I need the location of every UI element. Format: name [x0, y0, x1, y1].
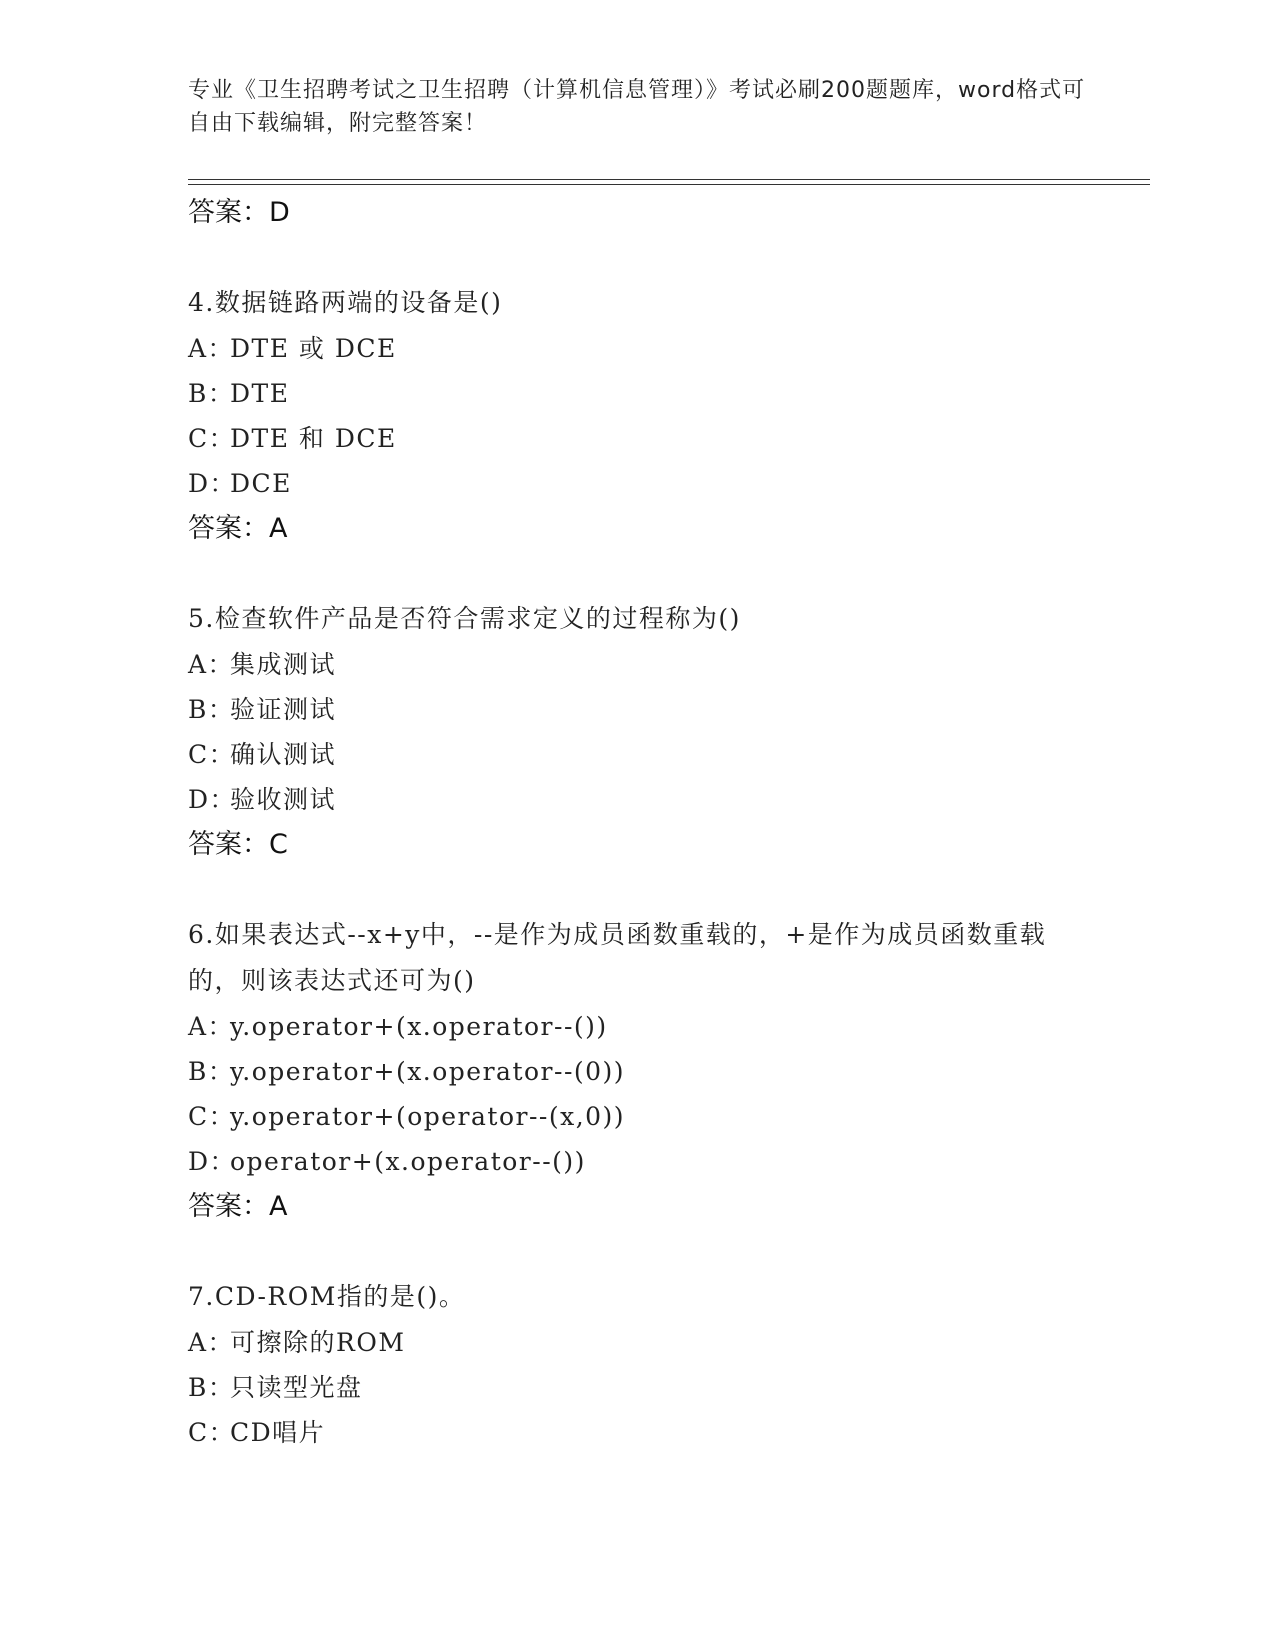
option-line: [188, 416, 1148, 461]
option-text: operator+(x.operator--()): [230, 1147, 586, 1176]
option-text: 可擦除的ROM: [230, 1328, 406, 1357]
option-text: 集成测试: [230, 650, 337, 679]
option-line: [188, 687, 1148, 732]
option-letter: C：: [188, 1102, 236, 1131]
answer-line: 答案：C: [188, 829, 288, 860]
option-letter: A：: [188, 1328, 235, 1357]
answer-line: 答案：A: [188, 1191, 288, 1222]
question-text: 5.检查软件产品是否符合需求定义的过程称为(): [188, 604, 741, 633]
option-letter: B：: [188, 1057, 235, 1086]
option-line: [188, 1094, 1148, 1139]
option-letter: B：: [188, 379, 235, 408]
option-text: 验收测试: [230, 785, 337, 814]
option-letter: A：: [188, 334, 235, 363]
question-block: [188, 596, 1148, 868]
question-block: [188, 912, 1148, 1230]
answer-line: 答案：A: [188, 513, 288, 544]
option-letter: D：: [188, 785, 237, 814]
option-text: 验证测试: [230, 695, 337, 724]
option-text: y.operator+(x.operator--()): [230, 1012, 608, 1041]
option-line: [188, 1139, 1148, 1184]
question-block: [188, 280, 1148, 552]
question-text: 6.如果表达式--x+y中，--是作为成员函数重载的，+是作为成员函数重载的，则该表达式还可为(): [188, 920, 1047, 995]
option-text: y.operator+(x.operator--(0)): [230, 1057, 626, 1086]
option-line: [188, 1004, 1148, 1049]
option-text: CD唱片: [230, 1418, 326, 1447]
option-line: [188, 732, 1148, 777]
option-line: [188, 642, 1148, 687]
option-letter: A：: [188, 1012, 235, 1041]
answer-line: 答案：D: [188, 197, 290, 228]
option-letter: B：: [188, 695, 235, 724]
option-line: [188, 371, 1148, 416]
question-list: [188, 190, 1148, 1455]
option-letter: B：: [188, 1373, 235, 1402]
option-text: y.operator+(operator--(x,0)): [230, 1102, 626, 1131]
option-text: DTE 或 DCE: [230, 334, 397, 363]
option-letter: D：: [188, 469, 237, 498]
option-letter: A：: [188, 650, 235, 679]
option-text: 只读型光盘: [230, 1373, 363, 1402]
document-header: 专业《卫生招聘考试之卫生招聘（计算机信息管理）》考试必刷200题题库，word格式可自由下载编辑，附完整答案！: [188, 78, 1086, 136]
spacer: [188, 552, 1148, 596]
spacer: [188, 1230, 1148, 1274]
option-line: [188, 461, 1148, 506]
option-letter: C：: [188, 740, 236, 769]
option-letter: C：: [188, 424, 236, 453]
spacer: [188, 236, 1148, 280]
option-line: [188, 777, 1148, 822]
option-line: [188, 1365, 1148, 1410]
option-letter: C：: [188, 1418, 236, 1447]
option-text: DTE: [230, 379, 290, 408]
question-text: 7.CD-ROM指的是()。: [188, 1282, 466, 1311]
option-letter: D：: [188, 1147, 237, 1176]
option-line: [188, 1320, 1148, 1365]
option-line: [188, 1049, 1148, 1094]
option-text: 确认测试: [230, 740, 337, 769]
option-text: DCE: [230, 469, 292, 498]
question-block: [188, 1274, 1148, 1455]
option-line: [188, 326, 1148, 371]
header-rule-top: [188, 179, 1150, 180]
spacer: [188, 868, 1148, 912]
option-text: DTE 和 DCE: [230, 424, 397, 453]
header-rule-bottom: [188, 184, 1150, 185]
option-line: [188, 1410, 1148, 1455]
question-text: 4.数据链路两端的设备是(): [188, 288, 503, 317]
